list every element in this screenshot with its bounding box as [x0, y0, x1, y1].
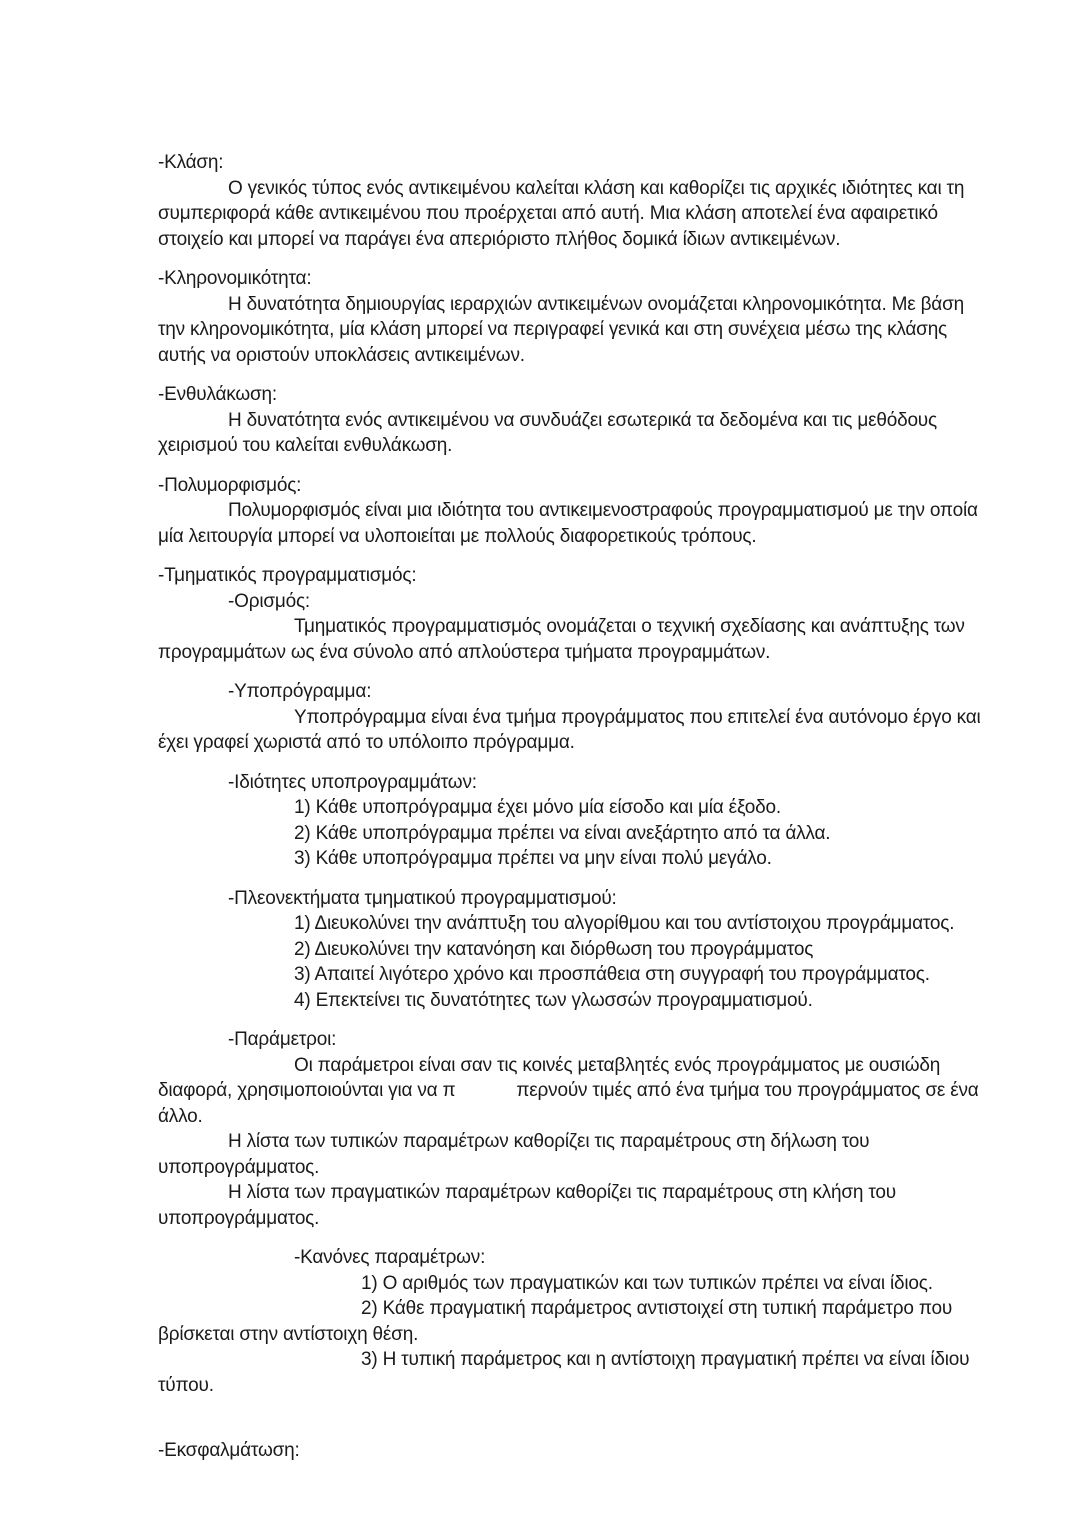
section-heading: -Υποπρόγραμμα: [228, 681, 372, 702]
section-heading: -Κλάση: [158, 152, 224, 173]
paragraph: Η λίστα των τυπικών παραμέτρων καθορίζει τις παραμέτρους στη δήλωση του υποπρογράμματος. [158, 1131, 875, 1178]
list-item: 4) Επεκτείνει τις δυνατότητες των γλωσσών προγραμματισμού. [294, 989, 813, 1011]
list-item: 1) Διευκολύνει την ανάπτυξη του αλγορίθμου και του αντίστοιχου προγράμματος. [294, 913, 955, 934]
section-heading: -Ορισμός: [228, 590, 311, 612]
list-item: 1) Κάθε υποπρόγραμμα έχει μόνο μία είσοδο και μία έξοδο. [294, 797, 781, 818]
list-item: 3) Η τυπική παράμετρος και η αντίστοιχη πραγματική πρέπει να είναι ίδιου τύπου. [158, 1349, 975, 1396]
list-item: 3) Κάθε υποπρόγραμμα πρέπει να μην είναι πολύ μεγάλο. [294, 848, 772, 869]
document-content [158, 150, 986, 1464]
paragraph: Η δυνατότητα ενός αντικειμένου να συνδυάζει εσωτερικά τα δεδομένα και τις μεθόδους χειρισμού του καλείται ενθυλάκωση. [158, 409, 943, 456]
section-heading: -Πλεονεκτήματα τμηματικού προγραμματισμού: [228, 887, 617, 909]
paragraph: Η λίστα των πραγματικών παραμέτρων καθορίζει τις παραμέτρους στη κλήση του υποπρογράμματος. [158, 1182, 902, 1229]
paragraph: Οι παράμετροι είναι σαν τις κοινές μεταβλητές ενός προγράμματος με ουσιώδη διαφορά, χρησιμοποιούνται για να π περνούν τιμές από ένα τμήμα του προγράμματος σε ένα άλλο. [158, 1054, 984, 1127]
section-heading: -Κανόνες παραμέτρων: [294, 1247, 486, 1268]
section-heading: -Εκσφαλμάτωση: [158, 1440, 300, 1461]
list-item: 2) Κάθε υποπρόγραμμα πρέπει να είναι ανεξάρτητο από τα άλλα. [294, 822, 831, 844]
list-item: 2) Διευκολύνει την κατανόηση και διόρθωση του προγράμματος [294, 938, 814, 960]
list-item: 2) Κάθε πραγματική παράμετρος αντιστοιχεί στη τυπική παράμετρο που βρίσκεται στην αντίστοιχη θέση. [158, 1298, 958, 1345]
list-item: 1) Ο αριθμός των πραγματικών και των τυπικών πρέπει να είναι ίδιος. [361, 1272, 933, 1294]
section-heading: -Πολυμορφισμός: [158, 474, 302, 496]
section-heading: -Τμηματικός προγραμματισμός: [158, 565, 417, 586]
paragraph: Υποπρόγραμμα είναι ένα τμήμα προγράμματος που επιτελεί ένα αυτόνομο έργο και έχει γραφεί χωριστά από το υπόλοιπο πρόγραμμα. [158, 706, 986, 753]
section-heading: -Κληρονομικότητα: [158, 268, 312, 289]
paragraph: Πολυμορφισμός είναι μια ιδιότητα του αντικειμενοστραφούς προγραμματισμού με την οποία μία λειτουργία μπορεί να υλοποιείται με πολλούς διαφορετικούς τρόπους. [158, 500, 983, 547]
paragraph: Η δυνατότητα δημιουργίας ιεραρχιών αντικειμένων ονομάζεται κληρονομικότητα. Με βάση την κληρονομικότητα, μία κλάση μπορεί να περιγραφεί γενικά και στη συνέχεια μέσω της κλάσης αυτής να οριστούν υποκλάσεις αντικειμένων. [158, 293, 970, 366]
list-item: 3) Απαιτεί λιγότερο χρόνο και προσπάθεια στη συγγραφή του προγράμματος. [294, 964, 930, 985]
paragraph: Τμηματικός προγραμματισμός ονομάζεται ο τεχνική σχεδίασης και ανάπτυξης των προγραμμάτων ως ένα σύνολο από απλούστερα τμήματα προγραμμάτων. [158, 616, 970, 663]
section-heading: -Παράμετροι: [228, 1029, 337, 1050]
section-heading: -Ενθυλάκωση: [158, 384, 277, 405]
paragraph: Ο γενικός τύπος ενός αντικειμένου καλείται κλάση και καθορίζει τις αρχικές ιδιότητες και τη συμπεριφορά κάθε αντικειμένου που προέρχεται από αυτή. Μια κλάση αποτελεί ένα αφαιρετικό στοιχείο και μπορεί να παράγει ένα απεριόριστο πλήθος δομικά ίδιων αντικειμένων. [158, 177, 970, 250]
section-heading: -Ιδιότητες υποπρογραμμάτων: [228, 771, 477, 793]
